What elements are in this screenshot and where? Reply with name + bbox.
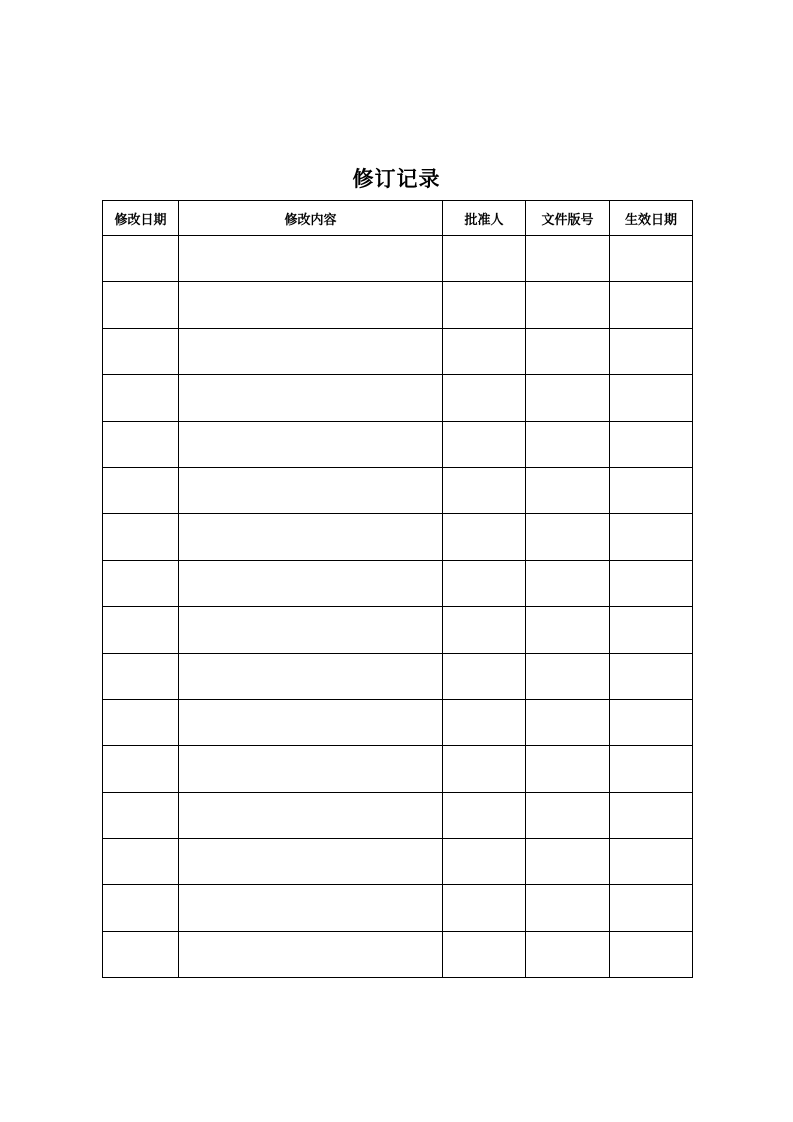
cell-approver[interactable] [443, 653, 526, 699]
cell-approver[interactable] [443, 792, 526, 838]
cell-document-version[interactable] [526, 467, 610, 513]
cell-modify-date[interactable] [103, 467, 179, 513]
cell-effective-date[interactable] [610, 746, 693, 792]
table-row [103, 282, 693, 328]
cell-approver[interactable] [443, 328, 526, 374]
cell-approver[interactable] [443, 375, 526, 421]
cell-effective-date[interactable] [610, 792, 693, 838]
cell-approver[interactable] [443, 514, 526, 560]
cell-document-version[interactable] [526, 885, 610, 931]
cell-document-version[interactable] [526, 792, 610, 838]
cell-document-version[interactable] [526, 421, 610, 467]
cell-modify-content[interactable] [179, 421, 443, 467]
table-row [103, 839, 693, 885]
cell-modify-date[interactable] [103, 328, 179, 374]
cell-modify-date[interactable] [103, 421, 179, 467]
cell-approver[interactable] [443, 560, 526, 606]
header-modify-date: 修改日期 [103, 201, 179, 236]
cell-approver[interactable] [443, 236, 526, 282]
cell-effective-date[interactable] [610, 514, 693, 560]
cell-approver[interactable] [443, 885, 526, 931]
cell-effective-date[interactable] [610, 421, 693, 467]
cell-modify-date[interactable] [103, 375, 179, 421]
cell-modify-date[interactable] [103, 839, 179, 885]
cell-effective-date[interactable] [610, 560, 693, 606]
table-row [103, 885, 693, 931]
cell-approver[interactable] [443, 699, 526, 745]
cell-effective-date[interactable] [610, 931, 693, 977]
revision-table [102, 200, 693, 978]
cell-approver[interactable] [443, 282, 526, 328]
cell-effective-date[interactable] [610, 839, 693, 885]
cell-approver[interactable] [443, 839, 526, 885]
cell-modify-date[interactable] [103, 792, 179, 838]
table-row [103, 699, 693, 745]
cell-modify-content[interactable] [179, 931, 443, 977]
table-row [103, 560, 693, 606]
cell-modify-date[interactable] [103, 607, 179, 653]
cell-modify-date[interactable] [103, 653, 179, 699]
page-title: 修订记录 [352, 167, 441, 191]
cell-approver[interactable] [443, 607, 526, 653]
cell-effective-date[interactable] [610, 653, 693, 699]
cell-approver[interactable] [443, 746, 526, 792]
cell-document-version[interactable] [526, 839, 610, 885]
cell-document-version[interactable] [526, 514, 610, 560]
cell-modify-date[interactable] [103, 236, 179, 282]
header-modify-content: 修改内容 [179, 201, 443, 236]
cell-modify-date[interactable] [103, 746, 179, 792]
cell-modify-content[interactable] [179, 375, 443, 421]
cell-modify-content[interactable] [179, 607, 443, 653]
cell-effective-date[interactable] [610, 375, 693, 421]
cell-effective-date[interactable] [610, 699, 693, 745]
table-row [103, 746, 693, 792]
cell-effective-date[interactable] [610, 885, 693, 931]
table-row [103, 421, 693, 467]
table-row [103, 792, 693, 838]
cell-modify-content[interactable] [179, 746, 443, 792]
cell-effective-date[interactable] [610, 282, 693, 328]
cell-modify-content[interactable] [179, 282, 443, 328]
table-body [103, 236, 693, 978]
cell-modify-content[interactable] [179, 653, 443, 699]
cell-document-version[interactable] [526, 607, 610, 653]
cell-effective-date[interactable] [610, 607, 693, 653]
table-row [103, 653, 693, 699]
cell-modify-content[interactable] [179, 792, 443, 838]
cell-document-version[interactable] [526, 236, 610, 282]
table-row [103, 328, 693, 374]
cell-modify-date[interactable] [103, 282, 179, 328]
cell-document-version[interactable] [526, 653, 610, 699]
table-row [103, 375, 693, 421]
header-effective-date: 生效日期 [610, 201, 693, 236]
cell-effective-date[interactable] [610, 236, 693, 282]
cell-document-version[interactable] [526, 560, 610, 606]
cell-effective-date[interactable] [610, 328, 693, 374]
cell-modify-date[interactable] [103, 514, 179, 560]
cell-approver[interactable] [443, 467, 526, 513]
cell-document-version[interactable] [526, 282, 610, 328]
cell-modify-date[interactable] [103, 931, 179, 977]
cell-modify-date[interactable] [103, 885, 179, 931]
cell-document-version[interactable] [526, 375, 610, 421]
cell-modify-content[interactable] [179, 328, 443, 374]
cell-document-version[interactable] [526, 746, 610, 792]
cell-modify-content[interactable] [179, 885, 443, 931]
cell-modify-date[interactable] [103, 699, 179, 745]
cell-modify-content[interactable] [179, 839, 443, 885]
cell-approver[interactable] [443, 421, 526, 467]
cell-document-version[interactable] [526, 699, 610, 745]
cell-effective-date[interactable] [610, 467, 693, 513]
cell-modify-content[interactable] [179, 236, 443, 282]
cell-document-version[interactable] [526, 931, 610, 977]
header-document-version: 文件版号 [526, 201, 610, 236]
cell-document-version[interactable] [526, 328, 610, 374]
cell-modify-content[interactable] [179, 514, 443, 560]
header-approver: 批准人 [443, 201, 526, 236]
cell-modify-content[interactable] [179, 467, 443, 513]
table-header-row [103, 201, 693, 236]
table-row [103, 607, 693, 653]
cell-approver[interactable] [443, 931, 526, 977]
table-row [103, 931, 693, 977]
cell-modify-date[interactable] [103, 560, 179, 606]
cell-modify-content[interactable] [179, 699, 443, 745]
cell-modify-content[interactable] [179, 560, 443, 606]
table-row [103, 236, 693, 282]
table-row [103, 467, 693, 513]
table-row [103, 514, 693, 560]
